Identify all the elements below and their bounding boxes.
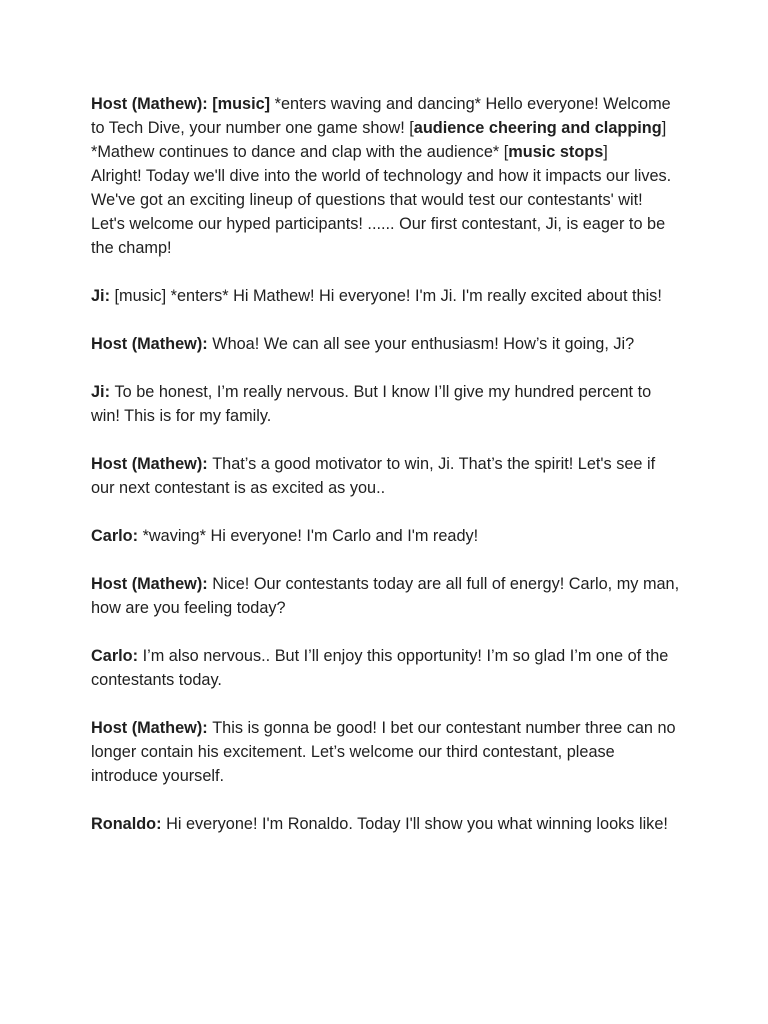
bold-text-run: Host (Mathew):	[91, 95, 213, 113]
text-run: ] *Mathew continues to dance and clap with the audience* [	[91, 119, 667, 161]
dialogue-paragraph	[91, 284, 681, 308]
dialogue-line	[91, 812, 681, 836]
text-run: *enters waving and dancing* Hello everyone! Welcome to Tech Dive, your number one game show! [	[91, 95, 671, 137]
text-run: I’m also nervous.. But I’ll enjoy this opportunity! I’m so glad I’m one of the contestants today.	[91, 647, 669, 689]
dialogue-paragraph	[91, 380, 681, 428]
bold-text-run: Ji:	[91, 383, 115, 401]
text-run: *waving* Hi everyone! I'm Carlo and I'm ready!	[142, 527, 479, 545]
bold-text-run: Host (Mathew):	[91, 335, 213, 353]
text-run: Whoa! We can all see your enthusiasm! How’s it going, Ji?	[212, 335, 635, 353]
text-run: ]	[603, 143, 608, 161]
dialogue-paragraph	[91, 524, 681, 548]
bold-text-run: audience cheering and clapping	[413, 119, 662, 137]
bold-text-run: Ji:	[91, 287, 115, 305]
text-run: That’s a good motivator to win, Ji. That’s the spirit! Let's see if our next contestant is as excited as you..	[91, 455, 656, 497]
dialogue-line	[91, 524, 681, 548]
dialogue-paragraph	[91, 812, 681, 836]
dialogue-line	[91, 452, 681, 500]
dialogue-paragraph	[91, 332, 681, 356]
dialogue-paragraph	[91, 92, 681, 260]
document-page	[91, 92, 681, 836]
dialogue-line	[91, 716, 681, 788]
text-run: Alright! Today we'll dive into the world of technology and how it impacts our lives. We've got an exciting lineup of questions that would test our contestants' wit! Let's welcome our hyped participants! ...... Our first contestant, Ji, is eager to be the champ!	[91, 167, 672, 257]
dialogue-line	[91, 572, 681, 620]
dialogue-line	[91, 332, 681, 356]
dialogue-line	[91, 164, 681, 260]
text-run: Hi everyone! I'm Ronaldo. Today I'll show you what winning looks like!	[166, 815, 668, 833]
text-run: This is gonna be good! I bet our contestant number three can no longer contain his excitement. Let’s welcome our third contestant, please introduce yourself.	[91, 719, 676, 785]
bold-text-run: Ronaldo:	[91, 815, 167, 833]
bold-text-run: [music]	[212, 95, 271, 113]
dialogue-paragraph	[91, 452, 681, 500]
dialogue-paragraph	[91, 716, 681, 788]
text-run: To be honest, I’m really nervous. But I know I’ll give my hundred percent to win! This is for my family.	[91, 383, 652, 425]
bold-text-run: Host (Mathew):	[91, 719, 213, 737]
text-run: [music] *enters* Hi Mathew! Hi everyone! I'm Ji. I'm really excited about this!	[114, 287, 662, 305]
dialogue-line	[91, 284, 681, 308]
dialogue-line	[91, 380, 681, 428]
bold-text-run: Carlo:	[91, 647, 143, 665]
bold-text-run: music stops	[508, 143, 604, 161]
text-run: Nice! Our contestants today are all full of energy! Carlo, my man, how are you feeling today?	[91, 575, 680, 617]
dialogue-paragraph	[91, 644, 681, 692]
bold-text-run: Host (Mathew):	[91, 455, 213, 473]
bold-text-run: Host (Mathew):	[91, 575, 213, 593]
dialogue-paragraph	[91, 572, 681, 620]
dialogue-line	[91, 644, 681, 692]
dialogue-line	[91, 92, 681, 164]
bold-text-run: Carlo:	[91, 527, 143, 545]
